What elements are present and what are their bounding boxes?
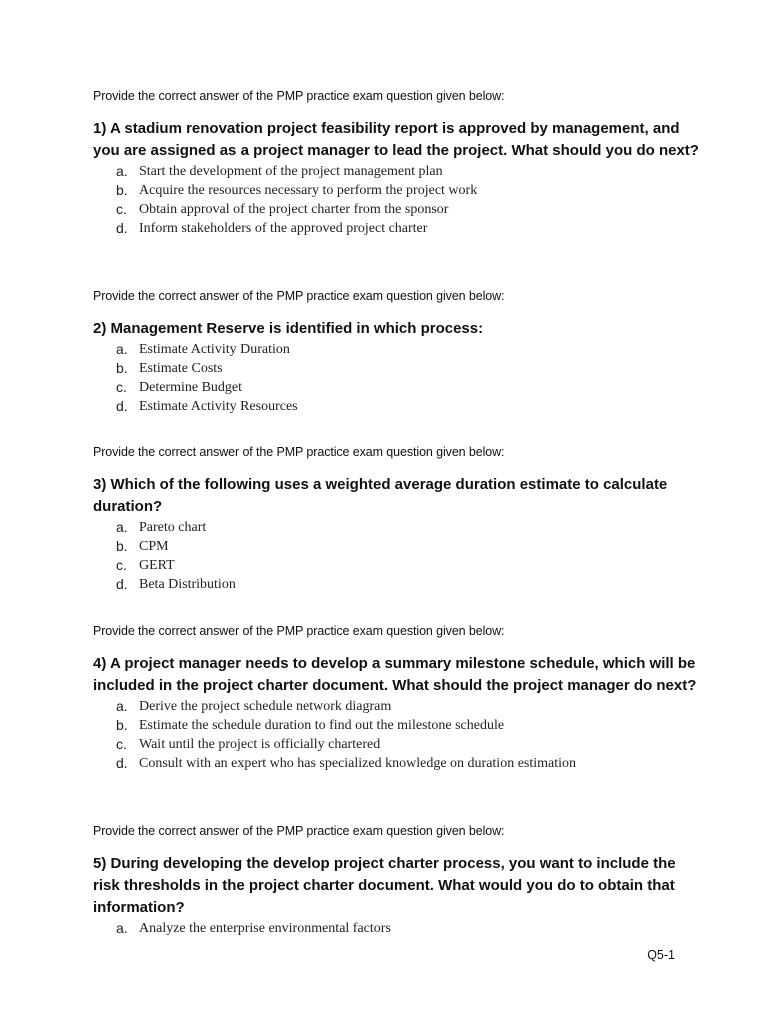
question-intro: Provide the correct answer of the PMP practice exam question given below: bbox=[93, 624, 505, 638]
option-text: Beta Distribution bbox=[139, 577, 236, 592]
question-text: 5) During developing the develop project charter process, you want to include the risk thresholds in the project charter document. What would you do to obtain that information? bbox=[93, 855, 676, 916]
answer-option-c bbox=[93, 735, 713, 754]
question-text: 1) A stadium renovation project feasibility report is approved by management, and you are assigned as a project manager to lead the project. What should you do next? bbox=[93, 120, 699, 159]
option-letter: c. bbox=[116, 201, 127, 217]
option-letter: b. bbox=[116, 538, 128, 554]
option-text: Obtain approval of the project charter from the sponsor bbox=[139, 202, 449, 217]
answer-option-a bbox=[93, 518, 713, 537]
question-text: 3) Which of the following uses a weighted average duration estimate to calculate duration? bbox=[93, 476, 668, 515]
option-text: Inform stakeholders of the approved project charter bbox=[139, 221, 428, 236]
option-text: Estimate Costs bbox=[139, 361, 223, 376]
option-text: Estimate the schedule duration to find out the milestone schedule bbox=[139, 718, 505, 733]
answer-options bbox=[93, 340, 713, 416]
answer-options bbox=[93, 162, 713, 238]
option-letter: b. bbox=[116, 717, 128, 733]
option-letter: b. bbox=[116, 182, 128, 198]
option-letter: d. bbox=[116, 220, 128, 236]
answer-option-c bbox=[93, 378, 713, 397]
question-intro: Provide the correct answer of the PMP practice exam question given below: bbox=[93, 824, 505, 838]
option-letter: d. bbox=[116, 576, 128, 592]
answer-option-d bbox=[93, 219, 713, 238]
option-letter: a. bbox=[116, 519, 128, 535]
option-letter: a. bbox=[116, 920, 128, 936]
answer-option-b bbox=[93, 181, 713, 200]
option-text: Estimate Activity Resources bbox=[139, 399, 298, 414]
question-intro: Provide the correct answer of the PMP practice exam question given below: bbox=[93, 89, 505, 103]
answer-option-a bbox=[93, 340, 713, 359]
option-letter: d. bbox=[116, 398, 128, 414]
answer-option-a bbox=[93, 919, 713, 938]
option-text: CPM bbox=[139, 539, 169, 554]
option-text: Acquire the resources necessary to perform the project work bbox=[139, 183, 478, 198]
option-text: GERT bbox=[139, 558, 175, 573]
answer-options bbox=[93, 697, 713, 773]
answer-option-c bbox=[93, 200, 713, 219]
option-text: Pareto chart bbox=[139, 520, 207, 535]
option-text: Analyze the enterprise environmental factors bbox=[139, 921, 391, 936]
option-text: Consult with an expert who has specialized knowledge on duration estimation bbox=[139, 756, 577, 771]
answer-option-d bbox=[93, 575, 713, 594]
question-block-1 bbox=[93, 88, 713, 238]
question-text: 2) Management Reserve is identified in which process: bbox=[93, 320, 484, 337]
question-block-5 bbox=[93, 823, 713, 938]
answer-option-b bbox=[93, 359, 713, 378]
answer-option-d bbox=[93, 754, 713, 773]
answer-option-c bbox=[93, 556, 713, 575]
question-block-4 bbox=[93, 623, 713, 773]
question-text: 4) A project manager needs to develop a summary milestone schedule, which will be included in the project charter document. What should the project manager do next? bbox=[93, 655, 697, 694]
answer-option-a bbox=[93, 697, 713, 716]
answer-option-b bbox=[93, 537, 713, 556]
option-text: Start the development of the project management plan bbox=[139, 164, 443, 179]
option-text: Determine Budget bbox=[139, 380, 243, 395]
option-text: Wait until the project is officially chartered bbox=[139, 737, 381, 752]
answer-option-a bbox=[93, 162, 713, 181]
question-intro: Provide the correct answer of the PMP practice exam question given below: bbox=[93, 445, 505, 459]
answer-options bbox=[93, 518, 713, 594]
answer-option-d bbox=[93, 397, 713, 416]
page-label: Q5-1 bbox=[647, 948, 675, 962]
answer-options bbox=[93, 919, 713, 938]
option-letter: d. bbox=[116, 755, 128, 771]
option-text: Estimate Activity Duration bbox=[139, 342, 290, 357]
question-intro: Provide the correct answer of the PMP practice exam question given below: bbox=[93, 289, 505, 303]
option-letter: b. bbox=[116, 360, 128, 376]
option-letter: a. bbox=[116, 341, 128, 357]
option-letter: c. bbox=[116, 736, 127, 752]
option-letter: a. bbox=[116, 163, 128, 179]
option-letter: c. bbox=[116, 379, 127, 395]
answer-option-b bbox=[93, 716, 713, 735]
option-text: Derive the project schedule network diagram bbox=[139, 699, 392, 714]
question-block-2 bbox=[93, 288, 713, 416]
question-block-3 bbox=[93, 444, 713, 594]
option-letter: a. bbox=[116, 698, 128, 714]
option-letter: c. bbox=[116, 557, 127, 573]
